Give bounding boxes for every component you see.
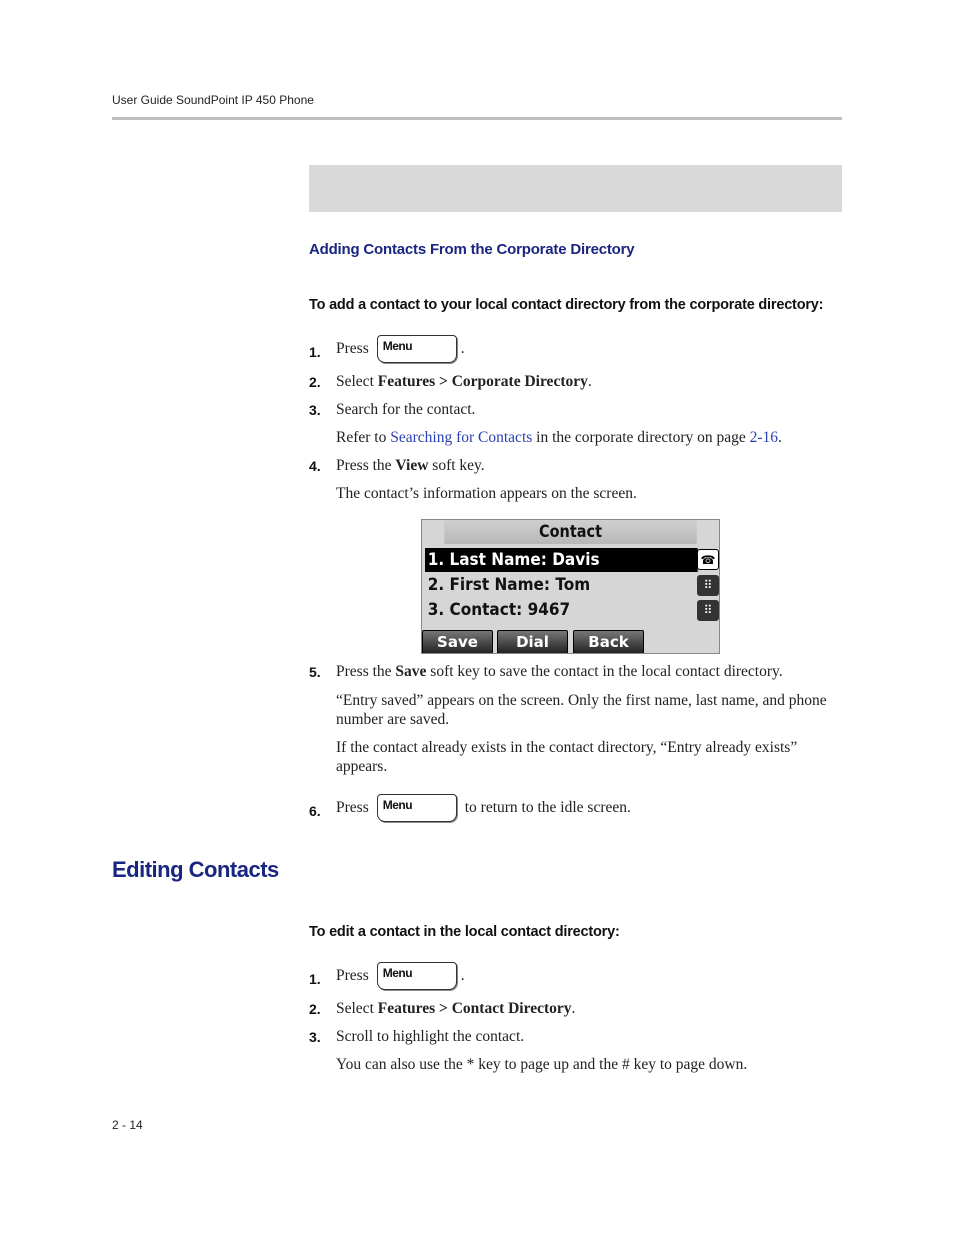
page-keys-text: You can also use the * key to page up and the # key to page down. bbox=[336, 1056, 748, 1073]
step-number: 1. bbox=[309, 971, 321, 987]
step-1-text: Press Menu . bbox=[336, 335, 465, 363]
refer-text: Refer to Searching for Contacts in the corporate directory on page 2-16. bbox=[336, 429, 782, 446]
softkey-save[interactable]: Save bbox=[422, 630, 493, 654]
phone-handset-icon: ☎ bbox=[697, 549, 719, 570]
step-number: 6. bbox=[309, 803, 321, 819]
step-number: 5. bbox=[309, 664, 321, 680]
step-number: 2. bbox=[309, 374, 321, 390]
step-number: 2. bbox=[309, 1001, 321, 1017]
header-rule bbox=[112, 117, 842, 120]
menu-key-icon: Menu bbox=[377, 962, 457, 990]
subheading-adding-contacts: Adding Contacts From the Corporate Directory bbox=[309, 241, 635, 258]
link-searching-for-contacts[interactable]: Searching for Contacts bbox=[390, 429, 533, 446]
keypad-icon: ⠿ bbox=[697, 600, 719, 621]
step-5-text: Press the Save soft key to save the contact in the local contact directory. bbox=[336, 663, 783, 680]
keypad-icon: ⠿ bbox=[697, 575, 719, 596]
heading-editing-contacts: Editing Contacts bbox=[112, 857, 279, 882]
menu-key-icon: Menu bbox=[377, 794, 457, 822]
step-number: 3. bbox=[309, 402, 321, 418]
entry-saved-text: “Entry saved” appears on the screen. Only the first name, last name, and phone number are saved. bbox=[336, 692, 827, 728]
screen-row-contact: 3. Contact: 9467 bbox=[427, 600, 571, 620]
page-number: 2 - 14 bbox=[112, 1118, 143, 1132]
step-number: 1. bbox=[309, 344, 321, 360]
running-header: User Guide SoundPoint IP 450 Phone bbox=[112, 93, 314, 107]
step-2-text: Select Features > Corporate Directory. bbox=[336, 373, 592, 390]
screen-row-first-name: 2. First Name: Tom bbox=[427, 575, 591, 595]
screen-row-last-name: 1. Last Name: Davis bbox=[425, 548, 698, 572]
edit-step-3-text: Scroll to highlight the contact. bbox=[336, 1028, 525, 1045]
menu-key-icon: Menu bbox=[377, 335, 457, 363]
procedure-title-add: To add a contact to your local contact directory from the corporate directory: bbox=[309, 297, 824, 313]
procedure-title-edit: To edit a contact in the local contact directory: bbox=[309, 924, 620, 940]
softkey-dial[interactable]: Dial bbox=[497, 630, 568, 654]
phone-screen-contact bbox=[421, 519, 720, 654]
edit-step-2-text: Select Features > Contact Directory. bbox=[336, 1000, 576, 1017]
step-4-text: Press the View soft key. bbox=[336, 457, 485, 474]
edit-step-1-text: Press Menu . bbox=[336, 962, 465, 990]
screen-title: Contact bbox=[444, 520, 696, 544]
entry-exists-text: If the contact already exists in the contact directory, “Entry already exists” appears. bbox=[336, 739, 798, 775]
step-number: 4. bbox=[309, 458, 321, 474]
gray-banner bbox=[309, 165, 842, 212]
step-number: 3. bbox=[309, 1029, 321, 1045]
step-6-text: Press Menu to return to the idle screen. bbox=[336, 794, 631, 822]
info-appears-text: The contact’s information appears on the screen. bbox=[336, 485, 637, 502]
link-page-2-16[interactable]: 2-16 bbox=[749, 429, 779, 446]
step-3-text: Search for the contact. bbox=[336, 401, 476, 418]
softkey-back[interactable]: Back bbox=[573, 630, 644, 654]
